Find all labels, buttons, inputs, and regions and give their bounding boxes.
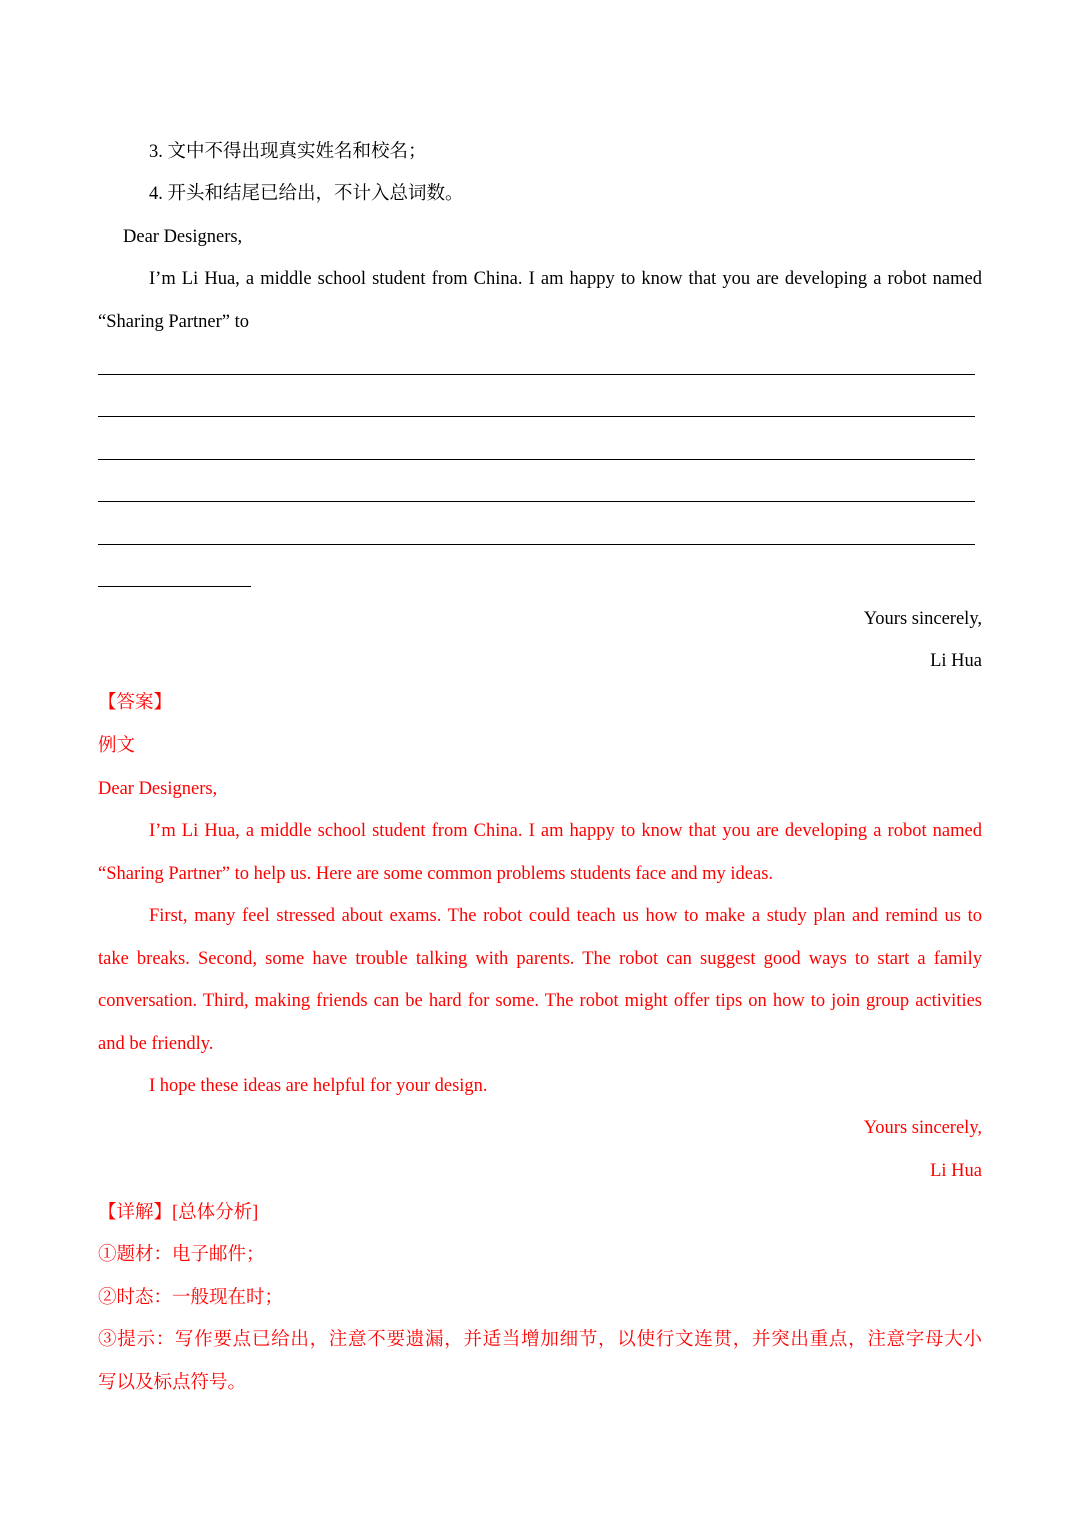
answer-line-2: “Sharing Partner” to help us. Here are some common problems students face and my ideas.	[98, 864, 774, 884]
answer-signature: Li Hua	[930, 1161, 982, 1181]
writing-line-short[interactable]	[98, 586, 251, 587]
answer-label: 例文	[98, 736, 136, 756]
explanation-item-2: ②时态：一般现在时；	[98, 1288, 284, 1308]
explanation-item-1: ①题材：电子邮件；	[98, 1245, 265, 1265]
writing-line[interactable]	[98, 416, 975, 417]
answer-line-5: conversation. Third, making friends can be hard for some. The robot might offer tips on how to join group activities	[98, 991, 982, 1011]
explanation-heading: 【详解】[总体分析]	[98, 1203, 259, 1223]
answer-closing: Yours sincerely,	[863, 1118, 982, 1138]
prompt-greeting: Dear Designers,	[123, 227, 243, 247]
prompt-signature: Li Hua	[930, 651, 982, 671]
prompt-opening-line-2: “Sharing Partner” to	[98, 312, 250, 332]
writing-line[interactable]	[98, 459, 975, 460]
answer-line-6: and be friendly.	[98, 1034, 214, 1054]
writing-line[interactable]	[98, 544, 975, 545]
writing-line[interactable]	[98, 501, 975, 502]
prompt-opening-line-1: I’m Li Hua, a middle school student from China. I am happy to know that you are developing a robot named	[149, 269, 982, 289]
answer-line-3: First, many feel stressed about exams. The robot could teach us how to make a study plan and remind us to	[149, 906, 982, 926]
answer-line-4: take breaks. Second, some have trouble talking with parents. The robot can suggest good ways to start a family	[98, 949, 982, 969]
explanation-item-3: ③提示：写作要点已给出，注意不要遗漏，并适当增加细节，以使行文连贯，并突出重点，注意字母大小	[98, 1330, 982, 1350]
prompt-closing: Yours sincerely,	[863, 609, 982, 629]
explanation-item-3-cont: 写以及标点符号。	[98, 1373, 247, 1393]
requirement-4: 4. 开头和结尾已给出，不计入总词数。	[149, 184, 464, 204]
answer-line-1: I’m Li Hua, a middle school student from China. I am happy to know that you are developing a robot named	[149, 821, 982, 841]
writing-line[interactable]	[98, 374, 975, 375]
answer-greeting: Dear Designers,	[98, 779, 218, 799]
requirement-3: 3. 文中不得出现真实姓名和校名；	[149, 142, 427, 162]
answer-line-7: I hope these ideas are helpful for your design.	[149, 1076, 488, 1096]
answer-heading: 【答案】	[98, 693, 173, 713]
